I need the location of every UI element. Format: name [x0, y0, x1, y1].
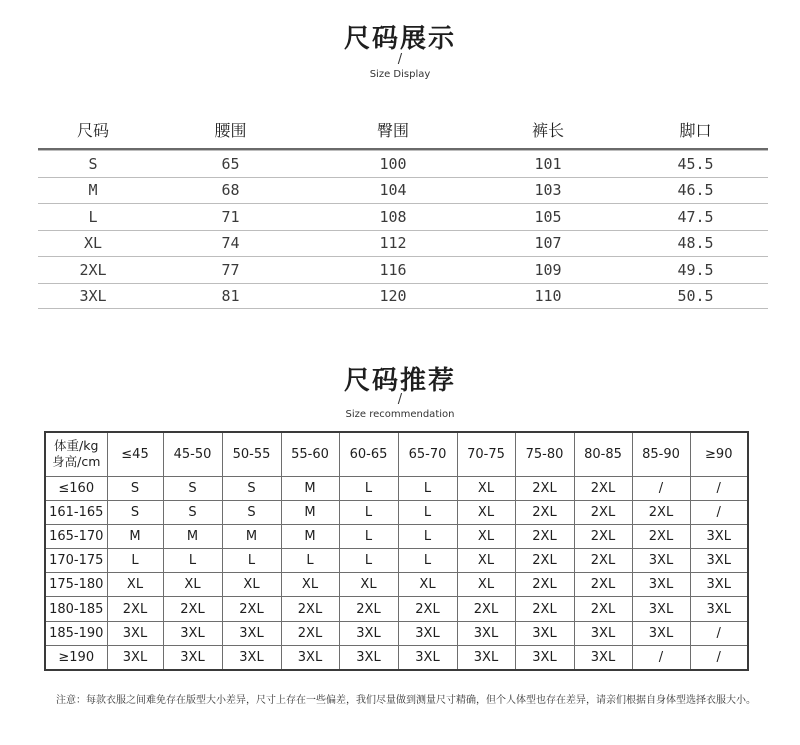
size-cell: 3XL	[163, 621, 222, 645]
size-cell: XL	[457, 476, 515, 500]
size-cell: 3XL	[574, 645, 632, 669]
size-cell: /	[690, 476, 748, 500]
size-cell: L	[107, 549, 163, 573]
cell-hip: 120	[379, 286, 407, 305]
size-cell: 3XL	[222, 621, 281, 645]
size-cell: 2XL	[281, 597, 339, 621]
cell-size: 2XL	[79, 260, 107, 279]
size-cell: S	[107, 500, 163, 524]
size-recommendation-slash: /	[397, 392, 403, 407]
size-cell: 3XL	[107, 645, 163, 669]
table-row	[45, 597, 748, 621]
size-cell: 2XL	[515, 524, 574, 548]
cell-length: 105	[534, 207, 562, 226]
size-cell: 2XL	[574, 476, 632, 500]
size-cell: 3XL	[398, 621, 457, 645]
size-cell: 2XL	[107, 597, 163, 621]
size-cell: 3XL	[281, 645, 339, 669]
cell-length: 109	[534, 260, 562, 279]
weight-range-header: 60-65	[339, 432, 398, 476]
cell-hip: 100	[379, 154, 407, 173]
size-cell: 3XL	[457, 645, 515, 669]
table-row	[45, 476, 748, 500]
size-cell: 2XL	[574, 549, 632, 573]
size-cell: 3XL	[163, 645, 222, 669]
cell-size: XL	[83, 234, 103, 253]
size-cell: 3XL	[222, 645, 281, 669]
size-recommendation-subtitle: Size recommendation	[345, 409, 455, 420]
size-display-header-row	[38, 116, 768, 142]
cell-size: S	[88, 154, 98, 173]
weight-range-header: 55-60	[281, 432, 339, 476]
table-row	[38, 283, 768, 310]
size-display-title: 尺码展示	[343, 24, 456, 54]
cell-hem: 47.5	[677, 207, 714, 226]
cell-waist: 65	[221, 154, 240, 173]
size-cell: 2XL	[515, 573, 574, 597]
size-cell: L	[163, 549, 222, 573]
size-cell: S	[222, 500, 281, 524]
weight-range-header: 45-50	[163, 432, 222, 476]
size-cell: M	[281, 500, 339, 524]
cell-size: 3XL	[79, 286, 107, 305]
size-cell: L	[398, 524, 457, 548]
table-row	[38, 203, 768, 230]
cell-waist: 68	[221, 181, 240, 200]
size-cell: 2XL	[574, 597, 632, 621]
table-row	[45, 500, 748, 524]
size-cell: L	[222, 549, 281, 573]
header-size: 尺码	[76, 120, 109, 140]
cell-waist: 71	[221, 207, 240, 226]
size-cell: 2XL	[515, 500, 574, 524]
size-cell: L	[339, 476, 398, 500]
size-cell: M	[281, 476, 339, 500]
size-cell: 2XL	[574, 573, 632, 597]
size-cell: XL	[398, 573, 457, 597]
header-hip: 臀围	[376, 120, 409, 140]
size-cell: XL	[281, 573, 339, 597]
size-cell: 2XL	[163, 597, 222, 621]
size-cell: S	[163, 500, 222, 524]
size-cell: 3XL	[339, 645, 398, 669]
cell-hem: 50.5	[677, 286, 714, 305]
cell-hem: 48.5	[677, 234, 714, 253]
table-row	[38, 177, 768, 204]
size-cell: /	[690, 645, 748, 669]
height-range-cell: 185-190	[45, 621, 107, 645]
size-display-slash: /	[397, 52, 403, 67]
size-display-body	[38, 150, 768, 309]
cell-length: 110	[534, 286, 562, 305]
size-cell: 3XL	[398, 645, 457, 669]
size-cell: 3XL	[632, 621, 690, 645]
size-cell: L	[339, 524, 398, 548]
cell-hip: 104	[379, 181, 407, 200]
cell-hem: 45.5	[677, 154, 714, 173]
size-cell: 3XL	[690, 549, 748, 573]
table-row	[45, 621, 748, 645]
size-cell: L	[281, 549, 339, 573]
size-recommendation-table	[44, 431, 749, 671]
size-cell: XL	[163, 573, 222, 597]
cell-waist: 77	[221, 260, 240, 279]
size-cell: /	[690, 621, 748, 645]
table-row	[38, 150, 768, 177]
size-cell: 3XL	[515, 645, 574, 669]
table-row	[45, 524, 748, 548]
height-range-cell: 180-185	[45, 597, 107, 621]
table-row	[38, 230, 768, 257]
size-cell: L	[398, 500, 457, 524]
table-row	[45, 549, 748, 573]
height-range-cell: 161-165	[45, 500, 107, 524]
size-cell: 2XL	[339, 597, 398, 621]
size-recommendation-title: 尺码推荐	[343, 366, 456, 396]
cell-hem: 46.5	[677, 181, 714, 200]
weight-range-header: 50-55	[222, 432, 281, 476]
table-row	[38, 256, 768, 283]
size-cell: /	[690, 500, 748, 524]
header-length: 裤长	[531, 120, 564, 140]
size-cell: M	[163, 524, 222, 548]
size-cell: XL	[107, 573, 163, 597]
size-cell: 3XL	[339, 621, 398, 645]
size-cell: 3XL	[632, 597, 690, 621]
size-cell: 2XL	[515, 476, 574, 500]
size-cell: 3XL	[690, 597, 748, 621]
table-row	[45, 645, 748, 669]
size-cell: XL	[457, 524, 515, 548]
size-cell: 3XL	[574, 621, 632, 645]
size-cell: 2XL	[632, 524, 690, 548]
size-cell: M	[107, 524, 163, 548]
size-cell: S	[163, 476, 222, 500]
cell-size: L	[88, 207, 98, 226]
height-range-cell: 175-180	[45, 573, 107, 597]
height-range-cell: 170-175	[45, 549, 107, 573]
size-cell: 3XL	[107, 621, 163, 645]
size-display-table	[38, 116, 768, 309]
size-cell: /	[632, 476, 690, 500]
weight-range-header: 80-85	[574, 432, 632, 476]
size-cell: 3XL	[632, 549, 690, 573]
weight-range-header: 75-80	[515, 432, 574, 476]
size-cell: XL	[339, 573, 398, 597]
weight-range-header: ≤45	[107, 432, 163, 476]
height-unit-label: 身高/cm	[52, 454, 101, 470]
size-cell: 2XL	[515, 549, 574, 573]
size-display-subtitle: Size Display	[369, 69, 431, 80]
size-cell: S	[107, 476, 163, 500]
cell-waist: 81	[221, 286, 240, 305]
cell-hip: 112	[379, 234, 407, 253]
cell-length: 103	[534, 181, 562, 200]
size-cell: 2XL	[632, 500, 690, 524]
size-cell: L	[398, 549, 457, 573]
height-range-cell: 165-170	[45, 524, 107, 548]
size-cell: L	[339, 549, 398, 573]
size-cell: XL	[457, 549, 515, 573]
disclaimer-note: 注意：每款衣服之间难免存在版型大小差异，尺寸上存在一些偏差，我们尽量做到测量尺寸精确，但个人体型也存在差异，请亲们根据自身体型选择衣服大小。	[56, 695, 756, 706]
size-cell: 2XL	[515, 597, 574, 621]
table-row	[45, 573, 748, 597]
weight-range-header: 70-75	[457, 432, 515, 476]
size-cell: /	[632, 645, 690, 669]
size-cell: M	[222, 524, 281, 548]
size-cell: L	[398, 476, 457, 500]
size-cell: 3XL	[515, 621, 574, 645]
height-range-cell: ≥190	[45, 645, 107, 669]
size-cell: L	[339, 500, 398, 524]
size-cell: 2XL	[574, 500, 632, 524]
cell-length: 107	[534, 234, 562, 253]
weight-unit-label: 体重/kg	[54, 438, 99, 454]
size-cell: 3XL	[632, 573, 690, 597]
cell-hem: 49.5	[677, 260, 714, 279]
height-range-cell: ≤160	[45, 476, 107, 500]
size-cell: 3XL	[457, 621, 515, 645]
weight-range-header: 65-70	[398, 432, 457, 476]
cell-size: M	[88, 181, 98, 200]
cell-hip: 108	[379, 207, 407, 226]
size-cell: 2XL	[398, 597, 457, 621]
size-cell: XL	[222, 573, 281, 597]
size-cell: S	[222, 476, 281, 500]
size-cell: 3XL	[690, 524, 748, 548]
cell-length: 101	[534, 154, 562, 173]
header-waist: 腰围	[214, 120, 247, 140]
size-cell: M	[281, 524, 339, 548]
size-cell: 2XL	[281, 621, 339, 645]
size-cell: 2XL	[574, 524, 632, 548]
weight-range-header: ≥90	[690, 432, 748, 476]
weight-header-row	[45, 432, 748, 476]
weight-range-header: 85-90	[632, 432, 690, 476]
size-cell: XL	[457, 573, 515, 597]
size-cell: 3XL	[690, 573, 748, 597]
size-cell: XL	[457, 500, 515, 524]
header-hem: 脚口	[679, 120, 712, 140]
size-cell: 2XL	[457, 597, 515, 621]
cell-hip: 116	[379, 260, 407, 279]
cell-waist: 74	[221, 234, 240, 253]
corner-cell	[45, 432, 107, 476]
size-cell: 2XL	[222, 597, 281, 621]
